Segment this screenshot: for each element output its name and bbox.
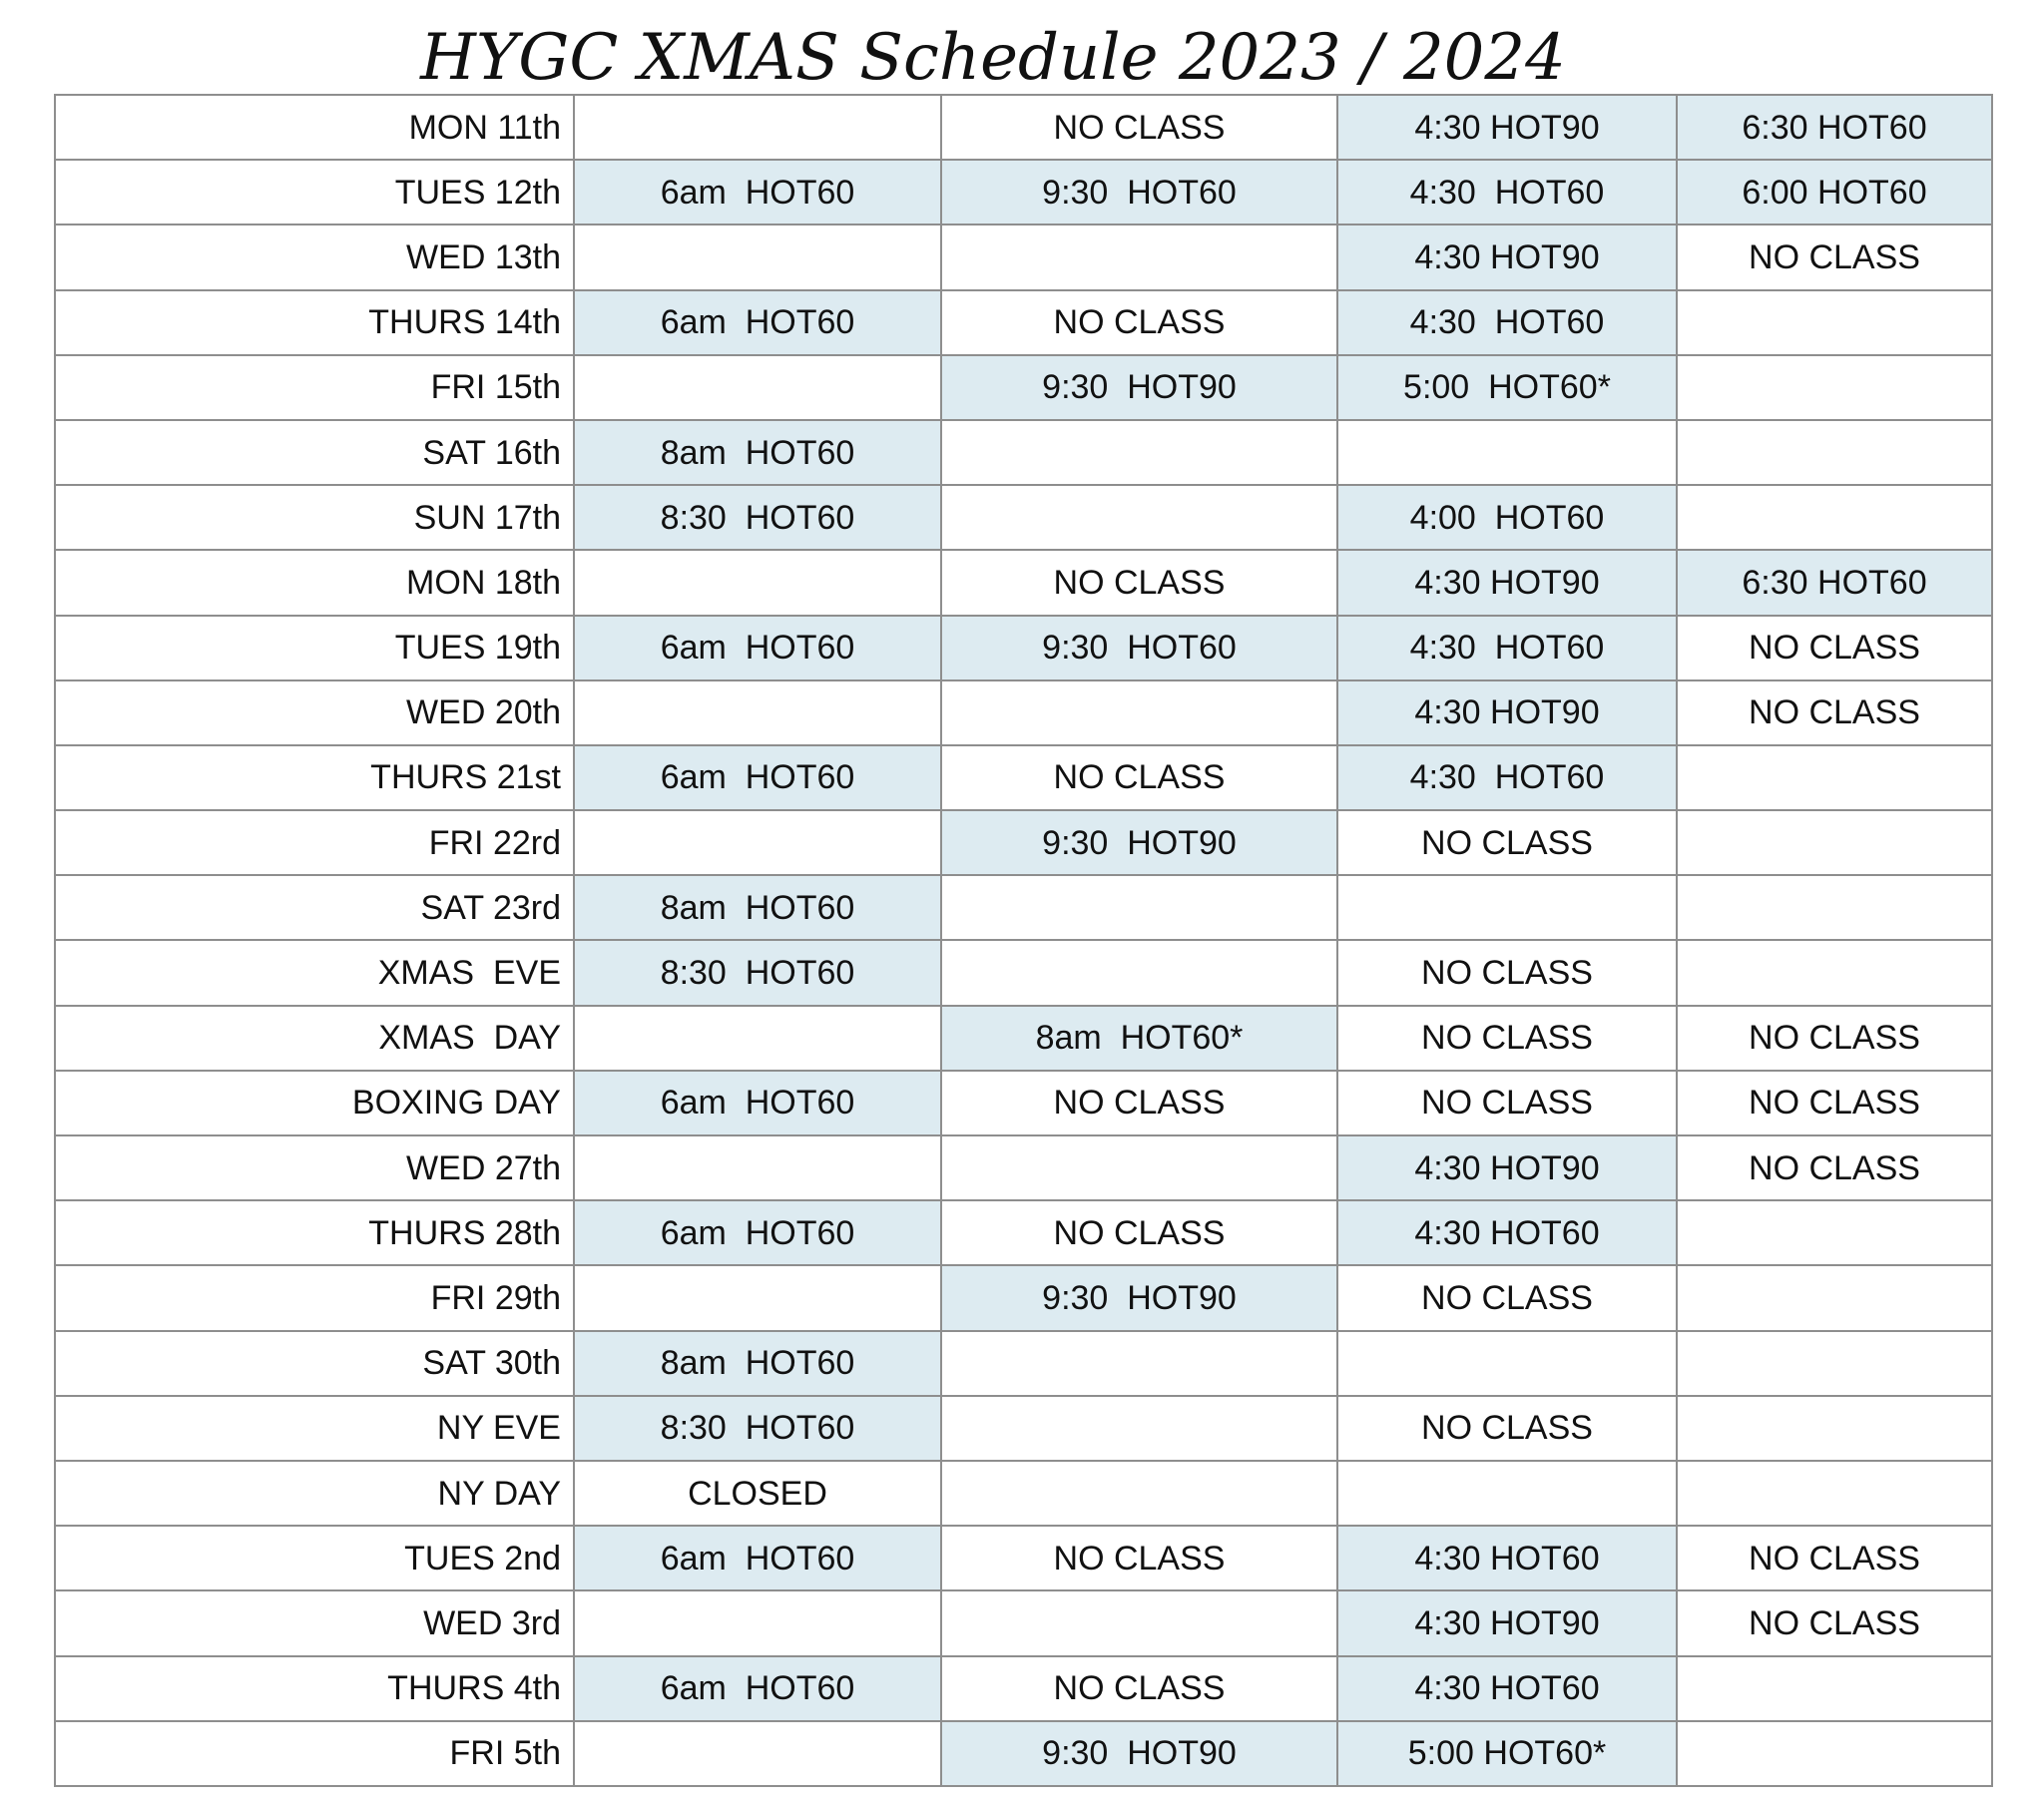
- class-slot: 4:30 HOT90: [1337, 95, 1677, 160]
- class-slot: NO CLASS: [1677, 1590, 1992, 1655]
- class-slot: NO CLASS: [1677, 1071, 1992, 1135]
- class-slot: 6am HOT60: [574, 745, 941, 810]
- class-slot: 8:30 HOT60: [574, 940, 941, 1005]
- day-label: WED 13th: [55, 225, 574, 289]
- day-label: SAT 30th: [55, 1331, 574, 1396]
- class-slot: NO CLASS: [1337, 1265, 1677, 1330]
- class-slot: [1677, 355, 1992, 420]
- day-label: WED 27th: [55, 1135, 574, 1200]
- class-slot: NO CLASS: [941, 550, 1337, 615]
- schedule-row: [55, 1526, 1992, 1590]
- class-slot: [1677, 940, 1992, 1005]
- schedule-table: [54, 94, 1993, 1787]
- class-slot: 6am HOT60: [574, 1526, 941, 1590]
- schedule-row: [55, 940, 1992, 1005]
- class-slot: [941, 1331, 1337, 1396]
- class-slot: 4:30 HOT60: [1337, 616, 1677, 680]
- schedule-row: [55, 225, 1992, 289]
- class-slot: 9:30 HOT90: [941, 810, 1337, 875]
- class-slot: [1677, 420, 1992, 485]
- class-slot: 6am HOT60: [574, 616, 941, 680]
- class-slot: NO CLASS: [941, 1526, 1337, 1590]
- schedule-row: [55, 1721, 1992, 1786]
- class-slot: 9:30 HOT60: [941, 160, 1337, 225]
- class-slot: [574, 1721, 941, 1786]
- day-label: MON 11th: [55, 95, 574, 160]
- day-label: FRI 5th: [55, 1721, 574, 1786]
- day-label: TUES 2nd: [55, 1526, 574, 1590]
- class-slot: 6am HOT60: [574, 1071, 941, 1135]
- class-slot: NO CLASS: [1677, 1135, 1992, 1200]
- day-label: NY DAY: [55, 1461, 574, 1526]
- schedule-row: [55, 1135, 1992, 1200]
- schedule-row: [55, 1265, 1992, 1330]
- class-slot: [574, 810, 941, 875]
- class-slot: NO CLASS: [1677, 1006, 1992, 1071]
- schedule-body: [55, 95, 1992, 1786]
- class-slot: CLOSED: [574, 1461, 941, 1526]
- class-slot: [1337, 1461, 1677, 1526]
- class-slot: [1677, 1396, 1992, 1461]
- class-slot: [941, 225, 1337, 289]
- class-slot: NO CLASS: [1337, 1396, 1677, 1461]
- class-slot: 8am HOT60*: [941, 1006, 1337, 1071]
- class-slot: 5:00 HOT60*: [1337, 355, 1677, 420]
- day-label: MON 18th: [55, 550, 574, 615]
- class-slot: 4:30 HOT90: [1337, 1135, 1677, 1200]
- schedule-row: [55, 1071, 1992, 1135]
- class-slot: 4:30 HOT60: [1337, 1200, 1677, 1265]
- class-slot: [1677, 875, 1992, 940]
- class-slot: 4:30 HOT60: [1337, 745, 1677, 810]
- class-slot: NO CLASS: [941, 1071, 1337, 1135]
- day-label: THURS 28th: [55, 1200, 574, 1265]
- class-slot: 4:30 HOT90: [1337, 550, 1677, 615]
- day-label: TUES 19th: [55, 616, 574, 680]
- class-slot: 5:00 HOT60*: [1337, 1721, 1677, 1786]
- class-slot: NO CLASS: [941, 95, 1337, 160]
- day-label: SUN 17th: [55, 485, 574, 550]
- class-slot: NO CLASS: [941, 1200, 1337, 1265]
- class-slot: [1677, 810, 1992, 875]
- class-slot: 9:30 HOT90: [941, 1721, 1337, 1786]
- class-slot: [1677, 1200, 1992, 1265]
- day-label: FRI 22rd: [55, 810, 574, 875]
- class-slot: 4:30 HOT90: [1337, 225, 1677, 289]
- class-slot: 6am HOT60: [574, 160, 941, 225]
- class-slot: 9:30 HOT90: [941, 355, 1337, 420]
- class-slot: 6:00 HOT60: [1677, 160, 1992, 225]
- class-slot: [574, 95, 941, 160]
- schedule-row: [55, 290, 1992, 355]
- class-slot: [1337, 420, 1677, 485]
- class-slot: [1677, 1721, 1992, 1786]
- class-slot: [941, 1396, 1337, 1461]
- class-slot: NO CLASS: [1337, 940, 1677, 1005]
- class-slot: NO CLASS: [1677, 1526, 1992, 1590]
- day-label: NY EVE: [55, 1396, 574, 1461]
- schedule-row: [55, 420, 1992, 485]
- class-slot: [941, 1590, 1337, 1655]
- class-slot: 4:30 HOT90: [1337, 680, 1677, 745]
- class-slot: 4:30 HOT90: [1337, 1590, 1677, 1655]
- day-label: SAT 23rd: [55, 875, 574, 940]
- class-slot: 8am HOT60: [574, 875, 941, 940]
- day-label: BOXING DAY: [55, 1071, 574, 1135]
- class-slot: 6am HOT60: [574, 290, 941, 355]
- class-slot: [1677, 745, 1992, 810]
- schedule-row: [55, 355, 1992, 420]
- class-slot: 6:30 HOT60: [1677, 550, 1992, 615]
- class-slot: [1337, 1331, 1677, 1396]
- class-slot: [1337, 875, 1677, 940]
- class-slot: NO CLASS: [1337, 1071, 1677, 1135]
- class-slot: 9:30 HOT90: [941, 1265, 1337, 1330]
- class-slot: [1677, 1265, 1992, 1330]
- day-label: FRI 29th: [55, 1265, 574, 1330]
- class-slot: [574, 355, 941, 420]
- class-slot: 8am HOT60: [574, 420, 941, 485]
- class-slot: 8am HOT60: [574, 1331, 941, 1396]
- schedule-row: [55, 616, 1992, 680]
- class-slot: NO CLASS: [941, 1656, 1337, 1721]
- schedule-row: [55, 875, 1992, 940]
- class-slot: 4:30 HOT60: [1337, 1526, 1677, 1590]
- class-slot: NO CLASS: [941, 290, 1337, 355]
- class-slot: NO CLASS: [1337, 1006, 1677, 1071]
- schedule-row: [55, 1656, 1992, 1721]
- class-slot: [574, 550, 941, 615]
- class-slot: NO CLASS: [1677, 225, 1992, 289]
- day-label: XMAS DAY: [55, 1006, 574, 1071]
- class-slot: [941, 875, 1337, 940]
- schedule-row: [55, 745, 1992, 810]
- class-slot: NO CLASS: [941, 745, 1337, 810]
- schedule-row: [55, 1396, 1992, 1461]
- class-slot: 6am HOT60: [574, 1656, 941, 1721]
- class-slot: [941, 420, 1337, 485]
- day-label: WED 20th: [55, 680, 574, 745]
- class-slot: [1677, 1461, 1992, 1526]
- class-slot: 6am HOT60: [574, 1200, 941, 1265]
- schedule-row: [55, 160, 1992, 225]
- schedule-row: [55, 1461, 1992, 1526]
- schedule-row: [55, 550, 1992, 615]
- class-slot: [941, 485, 1337, 550]
- class-slot: 8:30 HOT60: [574, 485, 941, 550]
- schedule-row: [55, 1006, 1992, 1071]
- schedule-row: [55, 95, 1992, 160]
- class-slot: [574, 1135, 941, 1200]
- schedule-row: [55, 810, 1992, 875]
- class-slot: [574, 1590, 941, 1655]
- page-title: HYGC XMAS Schedule 2023 / 2024: [420, 21, 1566, 95]
- day-label: WED 3rd: [55, 1590, 574, 1655]
- class-slot: [574, 1265, 941, 1330]
- class-slot: [574, 1006, 941, 1071]
- class-slot: NO CLASS: [1677, 680, 1992, 745]
- day-label: THURS 21st: [55, 745, 574, 810]
- schedule-row: [55, 1200, 1992, 1265]
- class-slot: [941, 1135, 1337, 1200]
- class-slot: NO CLASS: [1677, 616, 1992, 680]
- class-slot: 4:30 HOT60: [1337, 160, 1677, 225]
- day-label: FRI 15th: [55, 355, 574, 420]
- class-slot: [941, 680, 1337, 745]
- day-label: XMAS EVE: [55, 940, 574, 1005]
- schedule-row: [55, 1331, 1992, 1396]
- class-slot: [1677, 1656, 1992, 1721]
- day-label: SAT 16th: [55, 420, 574, 485]
- class-slot: 4:30 HOT60: [1337, 290, 1677, 355]
- schedule-row: [55, 1590, 1992, 1655]
- class-slot: [1677, 290, 1992, 355]
- class-slot: [574, 680, 941, 745]
- class-slot: [941, 1461, 1337, 1526]
- schedule-row: [55, 680, 1992, 745]
- day-label: THURS 4th: [55, 1656, 574, 1721]
- day-label: TUES 12th: [55, 160, 574, 225]
- class-slot: [1677, 1331, 1992, 1396]
- class-slot: 9:30 HOT60: [941, 616, 1337, 680]
- class-slot: [574, 225, 941, 289]
- class-slot: 8:30 HOT60: [574, 1396, 941, 1461]
- day-label: THURS 14th: [55, 290, 574, 355]
- class-slot: [1677, 485, 1992, 550]
- class-slot: 6:30 HOT60: [1677, 95, 1992, 160]
- class-slot: 4:00 HOT60: [1337, 485, 1677, 550]
- class-slot: [941, 940, 1337, 1005]
- class-slot: 4:30 HOT60: [1337, 1656, 1677, 1721]
- class-slot: NO CLASS: [1337, 810, 1677, 875]
- schedule-row: [55, 485, 1992, 550]
